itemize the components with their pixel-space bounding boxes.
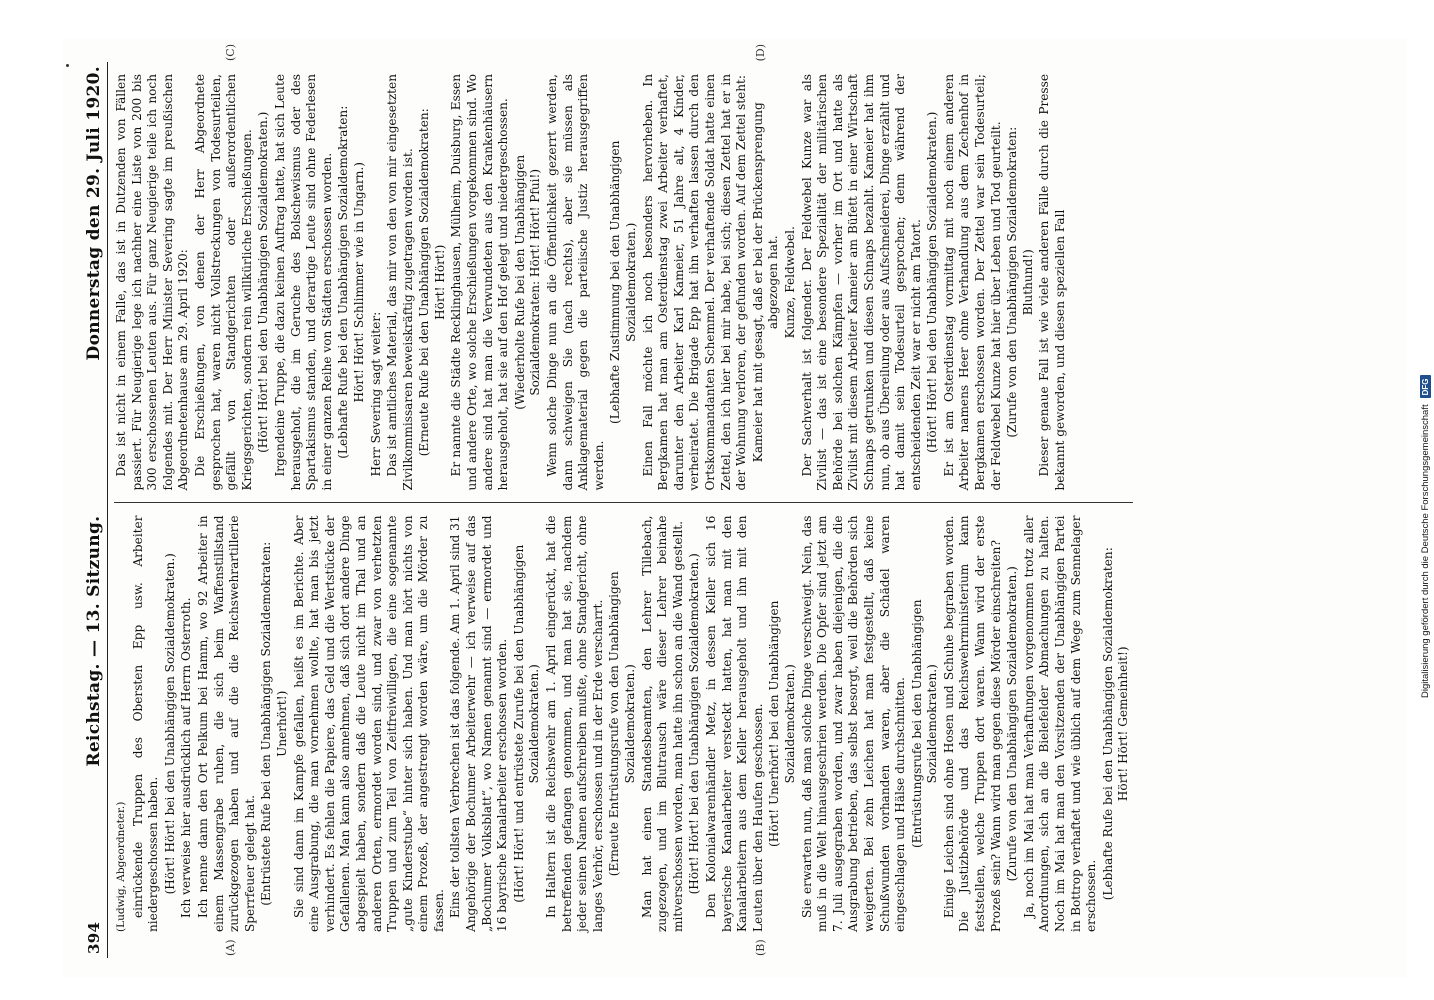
right-column-paragraph: Er ist am Osterdienstag vormittag mit noch einem anderen Arbeiter namens Heer ohne Verhandlung aus dem Zechenhof in Bergkamen erschossen worden. Der Zettel war sein Todesurteil; der Feldwebel Kunze hat hier über Leben und Tod geurteilt. <box>941 74 1003 491</box>
dfg-logo-icon: DFG <box>1420 376 1431 399</box>
right-column-paragraph: (Lebhafte Zustimmung bei den Unabhängigen Sozialdemokraten.) <box>608 140 638 424</box>
left-column-paragraph: In Haltern ist die Reichswehr am 1. April eingerückt, hat die betreffenden gefangen genommen, und man hat sie, nachdem jeder seinen Namen aufschreiben mußte, ohne Standgericht, ohne langes Verhör, erschossen und in der Erde verscharrt. <box>544 515 605 932</box>
document-page <box>62 38 1407 978</box>
right-column-paragraph: (Hört! Hört! bei den Unabhängigen Sozialdemokraten.) <box>925 111 940 453</box>
right-column-paragraph: Das ist amtliches Material, das mir von den von mir eingesetzten Zivilkommissaren beweiskräftig zugetragen worden ist. <box>385 74 415 491</box>
left-column-paragraph: (Hört! Hört! bei den Unabhängigen Sozialdemokraten.) <box>687 553 702 895</box>
page-number: 394 <box>85 921 103 954</box>
left-column-paragraph: (Zurufe von den Unabhängigen Sozialdemokraten.) <box>1005 566 1020 882</box>
right-column-paragraph: Kameier hat mit gesagt, daß er bei der Brückensprengung abgezogen hat. <box>750 102 781 463</box>
right-column-paragraph: Einen Fall möchte ich noch besonders hervorheben. In Bergkamen hat man am Osterdienstag zwei Arbeiter verhaftet, darunter den Arbeiter Karl Kameier, 51 Jahre alt, 4 Kinder, verheiratet. Die Brigade Epp hat ihn verhaften lassen durch den Ortskommandanten Schemmel. Der verhaftende Soldat hatte einen Zettel, den ich hier bei mir habe, bei sich; diesen Zettel hat er in der Wohnung verloren, der gefunden worden. Auf dem Zettel steht: <box>640 74 749 491</box>
digitization-stamp-text: Digitalisierung gefördert durch die Deutsche Forschungsgemeinschaft <box>1419 404 1431 698</box>
right-column-paragraph: Die Erschießungen, von denen der Herr Abgeordnete gesprochen hat, waren nicht Vollstreckungen von Todesurteilen, gefällt von Standgerichten oder außerordentlichen Kriegsgerichten, sondern rein willkürliche Erschießungen. <box>192 74 254 491</box>
right-column-paragraph: Herr Severing sagt weiter: <box>368 311 383 477</box>
page-date: Donnerstag den 29. Juli 1920. <box>84 66 104 361</box>
right-column-paragraph: Kunze, Feldwebel. <box>782 226 797 339</box>
left-column-paragraph: Den Kolonialwarenhändler Metz, in dessen Keller sich 16 bayerische Kanalarbeiter versteckt hatten, hat man mit den Kanalarbeitern aus dem Keller herausgeholt und ihn mit den Leuten über den Haufen geschossen. <box>703 515 765 932</box>
left-column-paragraph: Einige Leichen sind ohne Hosen und Schuhe begraben worden. Die Justizbehörde und das Reichswehrministerium kann feststellen, welche Truppen dort waren. Wann wird der erste Prozeß sein? Wann wird man gegen diese Mörder einschreiten? <box>941 515 1003 932</box>
left-column-paragraph: (Erneute Entrüstungsrufe von den Unabhängigen Sozialdemokraten.) <box>607 571 637 877</box>
left-column-paragraph: Ich nenne dann den Ort Pelkum bei Hamm, wo 92 Arbeiter in einem Massengrabe ruhen, die sich beim Waffenstillstand zurückgezogen haben und auf die die Reichswehrartillerie Sperrfeuer gelegt hat. <box>195 515 257 932</box>
left-column-paragraph: (Hört! Hört! und entrüstete Zurufe bei den Unabhängigen Sozialdemokraten.) <box>511 544 542 903</box>
margin-marker-d: (D) <box>754 44 767 62</box>
page-title: Reichstag. — 13. Sitzung. <box>84 515 104 767</box>
right-column-paragraph: (Hört! Hört! bei den Unabhängigen Sozialdemokraten.) <box>256 111 271 453</box>
margin-marker-b: (B) <box>754 939 767 956</box>
left-column-paragraph: Man hat einen Standesbeamten, den Lehrer Tillebach, zugezogen, und im Blutrausch wäre dieser Lehrer beinahe mitverschossen worden, man hatte ihn schon an die Wand gestellt. <box>639 515 685 932</box>
text-columns <box>114 44 1133 958</box>
right-column-paragraph: (Lebhafte Rufe bei den Unabhängigen Sozialdemokraten: Hört! Hört! Schlimmer wie in Ungarn.) <box>336 105 366 459</box>
left-column-paragraph: (Lebhafte Rufe bei den Unabhängigen Sozialdemokraten: Hört! Hört! Gemeinheit!) <box>1100 547 1131 901</box>
right-column-paragraph: Er nannte die Städte Recklinghausen, Mülheim, Duisburg, Essen und andere Orte, wo solche Erschießungen vorgekommen sind. Wo andere sind hat man die Verwundeten aus den Krankenhäusern herausgeholt, hat sie auf den Hof gelegt und niedergeschossen. <box>449 74 511 491</box>
left-column-paragraph: einrückende Truppen des Obersten Epp usw. Arbeiter niedergeschossen haben. <box>130 515 161 932</box>
left-column-paragraph: (Entrüstungsrufe bei den Unabhängigen Sozialdemokraten.) <box>909 599 940 849</box>
right-column-paragraph: Der Sachverhalt ist folgender. Der Feldwebel Kunze war als Zivilist — das ist eine besondere Spezialität der militärischen Behörde bei solchen Kämpfen — vorher im Ort und hatte als Zivilist mit diesem Arbeiter Kameier am Büfett in einer Wirtschaft Schnaps getrunken und diesen Schnaps bezahlt. Kameier hat ihm nun, ob aus Übereilung oder aus Aufschneiderei, Dinge erzählt und hat damit sein Todesurteil gesprochen; denn während der entscheidenden Zeit war er nicht am Tatort. <box>799 74 923 491</box>
left-column-paragraph: (Ludwig, Abgeordneter.) <box>115 801 127 932</box>
left-column-paragraph: Sie erwarten nun, daß man solche Dinge verschweigt. Nein, das muß in die Welt hinausgeschrien werden. Die Opfer sind jetzt am 7. Juli ausgegraben worden, und zwar haben diejenigen, die die Ausgrabung betrieben, das selbst besorgt, weil die Behörden sich weigerten. Bei zehn Leichen hat man festgestellt, daß keine Schußwunden vorhanden waren, aber die Schädel waren eingeschlagen und Hälse durchschnitten. <box>799 515 908 932</box>
right-column <box>114 62 1133 503</box>
right-column-paragraph: Dieser genaue Fall ist wie viele anderen Fälle durch die Presse bekannt geworden, und diesen speziellen Fall <box>1037 74 1068 491</box>
left-column-paragraph: (Hört! Hört! bei den Unabhängigen Sozialdemokraten.) <box>162 553 177 895</box>
margin-marker-a: (A) <box>224 939 237 956</box>
right-column-paragraph: Irgendeine Truppe, die dazu keinen Auftrag hatte, hat sich Leute herausgeholt, die im Geruche des Bolschewismus oder des Spartakismus standen, und derartige Leute sind ohne Federlesen in einer ganzen Reihe von Städten erschossen worden. <box>272 74 334 491</box>
scan-speck <box>66 64 69 67</box>
left-column-paragraph: Sie sind dann im Kampfe gefallen, heißt es im Berichte. Aber eine Ausgrabung, die man vornehmen wollte, hat man bis jetzt verhindert. Es fehlen die Papiere, das Geld und die Wertstücke der Gefallenen. Man kann also annehmen, daß sich dort andere Dinge abgespielt haben, sondern daß die Leute nicht im Thal und an anderen Orten, ermordet worden sind, und zwar von verhetzten Truppen und zum Teil von Zeitfreiwilligen, die eine sogenannte „gute Kinderstube“ hinter sich haben. Und man hört nichts von einem Prozeß, der angestrengt worden wäre, um die Mörder zu fassen. <box>291 515 446 932</box>
right-column-paragraph: Das ist nicht in einem Falle, das ist in Dutzenden von Fällen passiert. Für Neugierige lege ich nachher eine Liste von 200 bis 300 erschossenen Leuten aus. Für ganz Neugierige teile ich noch folgendes mit. Der Herr Minister Severing sagte im preußischen Abgeordnetenhause am 29. April 1920: <box>114 74 191 491</box>
right-column-paragraph: (Erneute Rufe bei den Unabhängigen Sozialdemokraten: Hört! Hört!) <box>417 108 447 457</box>
page-header <box>84 62 108 958</box>
left-column-paragraph: (Entrüstete Rufe bei den Unabhängigen Sozialdemokraten: Unerhört!) <box>259 541 289 906</box>
digitization-stamp <box>1418 8 1434 698</box>
right-column-paragraph: (Zurufe von den Unabhängigen Sozialdemokraten: Bluthund!) <box>1005 126 1035 438</box>
left-column-paragraph: Ja, noch im Mai hat man Verhaftungen vorgenommen trotz aller Anordnungen, sich an die Bielefelder Abmachungen zu halten. Noch im Mai hat man den Vorsitzenden der Unabhängigen Partei in Bottrop verhaftet und wie üblich auf dem Wege zum Sennelager erschossen. <box>1021 515 1099 932</box>
right-column-paragraph: Wenn solche Dinge nun an die Öffentlichkeit gezerrt werden, dann schweigen Sie (nach rechts), aber sie müssen als Anklagematerial gegen die parteiische Justiz herausgegriffen werden. <box>545 74 606 491</box>
left-column-paragraph: Ich verweise hier ausdrücklich auf Herrn Osterroth. <box>179 597 194 918</box>
right-column-paragraph: (Wiederholte Rufe bei den Unabhängigen Sozialdemokraten: Hört! Hört! Pfui!) <box>512 154 543 410</box>
margin-marker-c: (C) <box>224 44 237 61</box>
left-column <box>114 503 1133 959</box>
left-column-paragraph: (Hört! Unerhört! bei den Unabhängigen Sozialdemokraten.) <box>767 600 797 847</box>
left-column-paragraph: Eins der tollsten Verbrechen ist das folgende. Am 1. April sind 31 Angehörige der Bochumer Arbeiterwehr — ich verweise auf das „Bochumer Volksblatt“, wo Namen genannt sind — ermordet und 16 bayrische Kanalarbeiter erschossen worden. <box>448 515 510 932</box>
